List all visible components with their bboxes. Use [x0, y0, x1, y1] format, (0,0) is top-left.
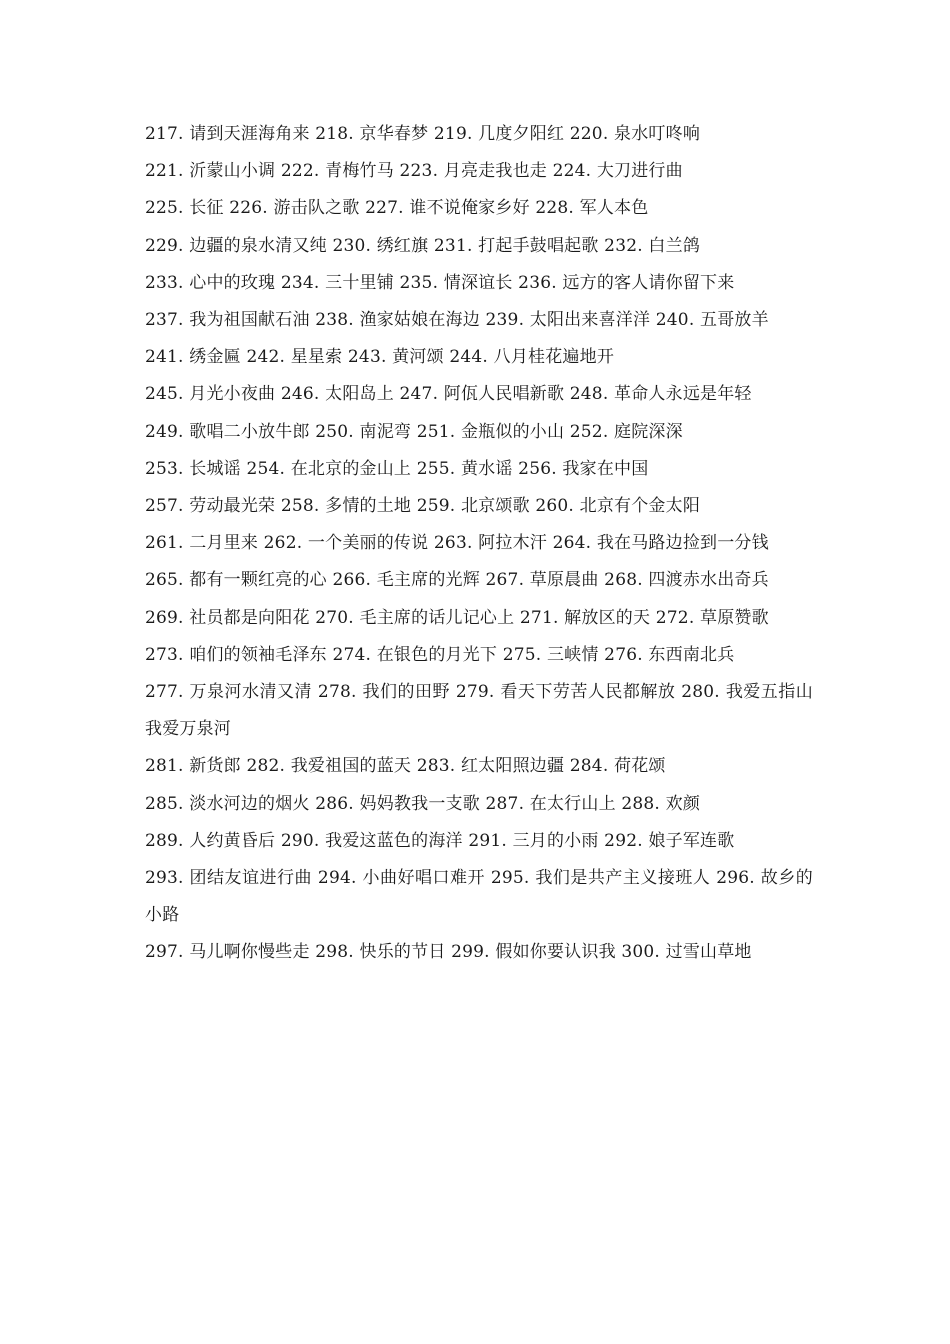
song-line: 233. 心中的玫瑰 234. 三十里铺 235. 情深谊长 236. 远方的客人请你留下来	[145, 272, 735, 293]
song-line: 249. 歌唱二小放牛郎 250. 南泥弯 251. 金瓶似的小山 252. 庭院深深	[145, 421, 683, 442]
song-line: 257. 劳动最光荣 258. 多情的土地 259. 北京颂歌 260. 北京有个金太阳	[145, 496, 701, 517]
song-list	[145, 116, 813, 972]
song-line: 269. 社员都是向阳花 270. 毛主席的话儿记心上 271. 解放区的天 272. 草原赞歌	[145, 607, 769, 628]
song-line: 281. 新货郎 282. 我爱祖国的蓝天 283. 红太阳照边疆 284. 荷花颂	[145, 756, 666, 777]
song-line: 265. 都有一颗红亮的心 266. 毛主席的光辉 267. 草原晨曲 268. 四渡赤水出奇兵	[145, 570, 769, 591]
song-line: 221. 沂蒙山小调 222. 青梅竹马 223. 月亮走我也走 224. 大刀进行曲	[145, 161, 683, 182]
song-line: 273. 咱们的领袖毛泽东 274. 在银色的月光下 275. 三峡情 276. 东西南北兵	[145, 644, 735, 665]
song-line: 253. 长城谣 254. 在北京的金山上 255. 黄水谣 256. 我家在中国	[145, 458, 649, 479]
song-line: 229. 边疆的泉水清又纯 230. 绣红旗 231. 打起手鼓唱起歌 232. 白兰鸽	[145, 235, 701, 256]
song-line: 289. 人约黄昏后 290. 我爱这蓝色的海洋 291. 三月的小雨 292. 娘子军连歌	[145, 830, 735, 851]
song-line: 225. 长征 226. 游击队之歌 227. 谁不说俺家乡好 228. 军人本色	[145, 198, 649, 219]
song-line: 217. 请到天涯海角来 218. 京华春梦 219. 几度夕阳红 220. 泉水叮咚响	[145, 124, 701, 144]
song-line: 261. 二月里来 262. 一个美丽的传说 263. 阿拉木汗 264. 我在马路边捡到一分钱	[145, 533, 769, 554]
song-line: 297. 马儿啊你慢些走 298. 快乐的节日 299. 假如你要认识我 300. 过雪山草地	[145, 942, 752, 963]
song-line: 277. 万泉河水清又清 278. 我们的田野 279. 看天下劳苦人民都解放 280. 我爱五指山我爱万泉河	[145, 682, 813, 740]
song-line: 293. 团结友谊进行曲 294. 小曲好唱口难开 295. 我们是共产主义接班人 296. 故乡的小路	[145, 868, 813, 926]
song-line: 245. 月光小夜曲 246. 太阳岛上 247. 阿佤人民唱新歌 248. 革命人永远是年轻	[145, 384, 752, 405]
song-line: 285. 淡水河边的烟火 286. 妈妈教我一支歌 287. 在太行山上 288. 欢颜	[145, 793, 701, 814]
song-line: 241. 绣金匾 242. 星星索 243. 黄河颂 244. 八月桂花遍地开	[145, 347, 615, 368]
song-line: 237. 我为祖国献石油 238. 渔家姑娘在海边 239. 太阳出来喜洋洋 240. 五哥放羊	[145, 310, 769, 331]
